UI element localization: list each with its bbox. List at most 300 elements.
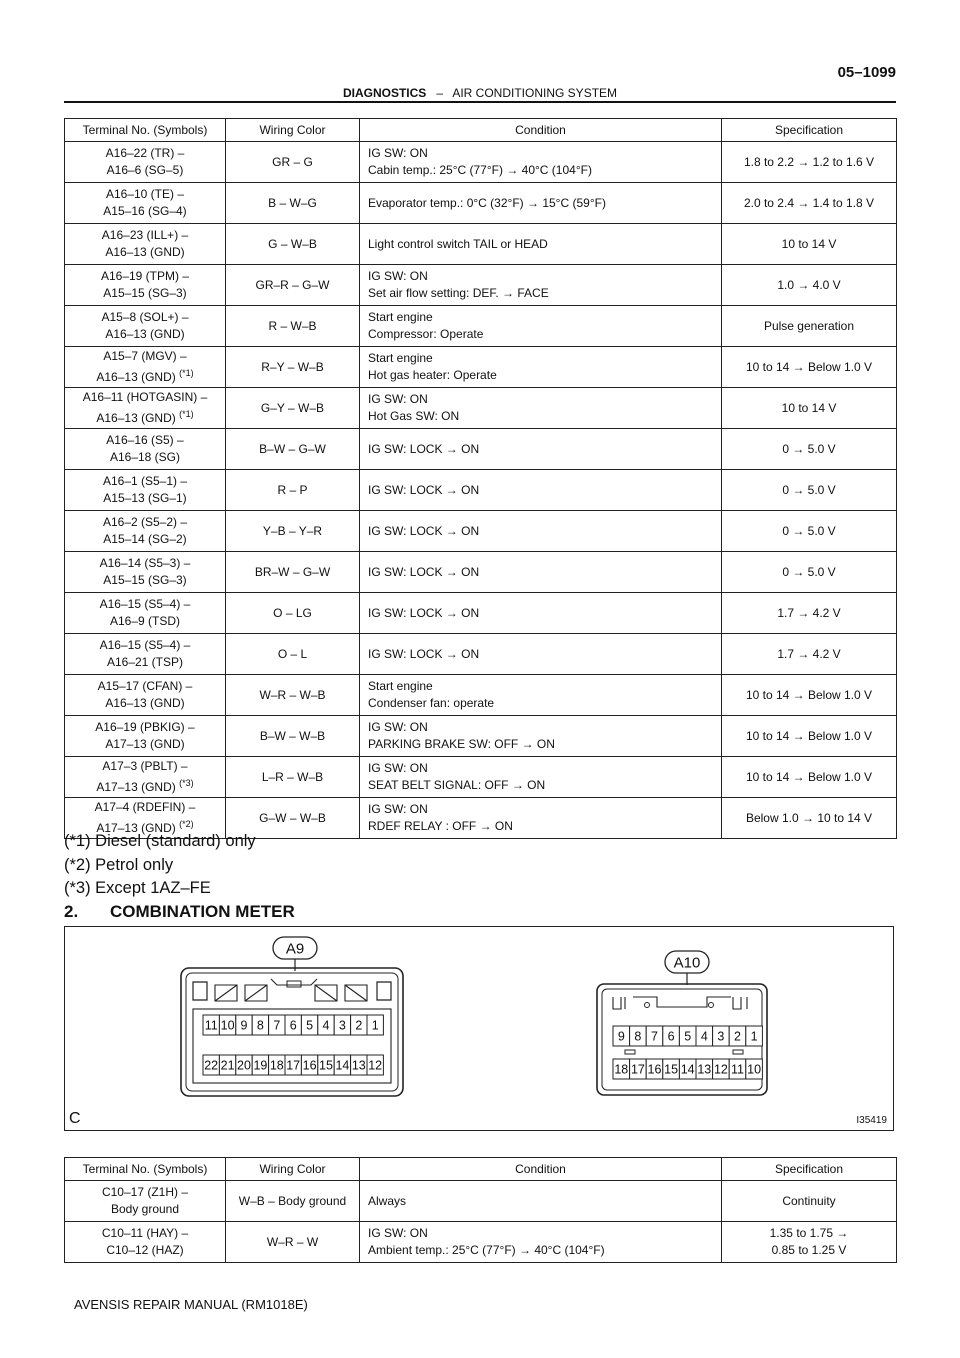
pin-number: 4 xyxy=(322,1018,330,1033)
condition-cell xyxy=(360,306,722,347)
connector-pin xyxy=(613,1026,630,1046)
specification-cell: 1.7 → 4.2 V xyxy=(722,634,897,675)
pin-number: 13 xyxy=(697,1062,712,1077)
terminal-line: C10–11 (HAY) – xyxy=(101,1226,189,1240)
connector-pin xyxy=(334,1015,350,1035)
pin-number: 17 xyxy=(286,1058,301,1073)
pin-number: 9 xyxy=(240,1018,248,1033)
condition-cell xyxy=(360,716,722,757)
terminal-line: A16–22 (TR) – xyxy=(105,146,185,160)
wiring-color-cell: B – W–G xyxy=(226,183,360,224)
condition-cell xyxy=(360,634,722,675)
connector-pin xyxy=(663,1026,680,1046)
condition-line: Start engine xyxy=(368,351,433,365)
terminal-ref: A17–13 (GND) xyxy=(96,780,176,794)
connector-pin xyxy=(367,1015,383,1035)
terminal-ref: A15–13 (SG–1) xyxy=(103,491,187,505)
terminal-ref: A16–6 (SG–5) xyxy=(106,163,184,177)
table-row xyxy=(65,306,897,347)
svg-text:A10: A10 xyxy=(673,954,701,972)
specification-cell: Below 1.0 → 10 to 14 V xyxy=(722,798,897,839)
connector-pin xyxy=(679,1026,696,1046)
specification-cell: 1.7 → 4.2 V xyxy=(722,593,897,634)
footnote: (*1) Diesel (standard) only xyxy=(64,832,256,850)
table-row xyxy=(65,675,897,716)
connector-pin xyxy=(236,1015,252,1035)
condition-line: IG SW: ON xyxy=(368,720,428,734)
table-row xyxy=(65,224,897,265)
pin-number: 3 xyxy=(717,1029,725,1044)
terminal-line xyxy=(69,203,221,220)
table-row xyxy=(65,511,897,552)
pin-number: 4 xyxy=(700,1029,708,1044)
specification-cell: 10 to 14 → Below 1.0 V xyxy=(722,757,897,798)
condition-cell xyxy=(360,757,722,798)
condition-line: SEAT BELT SIGNAL: OFF → ON xyxy=(368,778,546,792)
footnote-ref: (*1) xyxy=(179,409,194,419)
a9-top-pin-row xyxy=(203,1015,383,1035)
condition-line: IG SW: LOCK → ON xyxy=(368,441,480,456)
terminal-cell xyxy=(65,265,226,306)
connector-pin xyxy=(746,1059,763,1079)
connector-pin xyxy=(729,1059,746,1079)
wiring-color-cell: R – W–B xyxy=(226,306,360,347)
pin-number: 6 xyxy=(289,1018,297,1033)
specification-cell: 2.0 to 2.4 → 1.4 to 1.8 V xyxy=(722,183,897,224)
table-row xyxy=(65,757,897,798)
column-header: Condition xyxy=(360,1158,722,1181)
terminal-cell xyxy=(65,1181,226,1222)
terminal-cell xyxy=(65,388,226,429)
terminal-cell xyxy=(65,183,226,224)
condition-line: PARKING BRAKE SW: OFF → ON xyxy=(368,737,555,751)
pin-number: 2 xyxy=(355,1018,363,1033)
condition-cell xyxy=(360,224,722,265)
table-row xyxy=(65,593,897,634)
terminal-line xyxy=(69,326,221,343)
condition-line: IG SW: ON xyxy=(368,802,428,816)
specification-cell: 1.0 → 4.0 V xyxy=(722,265,897,306)
connector-pin xyxy=(269,1055,285,1075)
pin-number: 5 xyxy=(306,1018,314,1033)
connector-pin xyxy=(252,1055,268,1075)
table-row xyxy=(65,388,897,429)
terminal-line: A17–4 (RDEFIN) – xyxy=(94,800,196,814)
connector-pin xyxy=(301,1015,317,1035)
pin-number: 14 xyxy=(335,1058,350,1073)
terminal-line: Body ground xyxy=(110,1202,180,1216)
specification-cell: 10 to 14 → Below 1.0 V xyxy=(722,675,897,716)
terminal-line: A16–2 (S5–2) – xyxy=(102,515,188,529)
a10-label xyxy=(665,951,709,985)
pin-number: 11 xyxy=(731,1062,744,1077)
condition-cell xyxy=(360,1181,722,1222)
condition-line: Compressor: Operate xyxy=(368,327,484,341)
terminal-line: A16–15 (S5–4) – xyxy=(99,638,191,652)
terminal-line: A16–1 (S5–1) – xyxy=(102,474,188,488)
condition-line: Light control switch TAIL or HEAD xyxy=(368,236,548,251)
condition-line: IG SW: LOCK → ON xyxy=(368,564,480,579)
terminal-line xyxy=(69,531,221,548)
pin-number: 19 xyxy=(253,1058,268,1073)
a9-bottom-pin-row xyxy=(203,1055,383,1075)
terminal-line: C10–12 (HAZ) xyxy=(106,1243,184,1257)
terminal-line: A17–3 (PBLT) – xyxy=(102,759,188,773)
wiring-color-cell: G–W – W–B xyxy=(226,798,360,839)
wiring-color-cell: BR–W – G–W xyxy=(226,552,360,593)
terminal-line xyxy=(69,736,221,753)
terminal-ref: A16–21 (TSP) xyxy=(106,655,184,669)
connector-pin xyxy=(713,1026,730,1046)
specification-cell: 10 to 14 → Below 1.0 V xyxy=(722,716,897,757)
terminal-line xyxy=(69,449,221,466)
condition-cell xyxy=(360,142,722,183)
condition-cell xyxy=(360,183,722,224)
table-row xyxy=(65,429,897,470)
wiring-color-cell: GR–R – G–W xyxy=(226,265,360,306)
connector-pin xyxy=(219,1055,235,1075)
terminal-cell xyxy=(65,552,226,593)
condition-cell xyxy=(360,675,722,716)
terminal-line xyxy=(69,613,221,630)
a10-top-pin-row xyxy=(613,1026,762,1046)
terminal-cell xyxy=(65,716,226,757)
terminal-cell xyxy=(65,757,226,798)
terminal-ref: A16–9 (TSD) xyxy=(109,614,181,628)
wiring-color-cell: B–W – G–W xyxy=(226,429,360,470)
table-row xyxy=(65,634,897,675)
terminal-line xyxy=(69,695,221,712)
condition-line: IG SW: LOCK → ON xyxy=(368,646,480,661)
specification-cell: 0 → 5.0 V xyxy=(722,429,897,470)
section-number: 2. xyxy=(64,902,79,921)
terminal-ref: A16–13 (GND) xyxy=(96,411,176,425)
terminal-cell xyxy=(65,1222,226,1263)
condition-cell xyxy=(360,511,722,552)
terminal-line xyxy=(69,775,221,796)
pin-number: 6 xyxy=(667,1029,675,1044)
pin-number: 17 xyxy=(630,1062,645,1077)
terminal-line: A16–10 (TE) – xyxy=(105,187,185,201)
svg-text:A9: A9 xyxy=(285,940,305,958)
specification-cell: 0 → 5.0 V xyxy=(722,552,897,593)
connector-pin xyxy=(318,1015,334,1035)
wiring-color-cell: R–Y – W–B xyxy=(226,347,360,388)
pin-number: 2 xyxy=(734,1029,741,1044)
terminal-line xyxy=(69,654,221,671)
wiring-color-cell: G – W–B xyxy=(226,224,360,265)
condition-cell xyxy=(360,265,722,306)
specification-line: 0.85 to 1.25 V xyxy=(771,1243,847,1257)
a9-label xyxy=(273,937,317,971)
condition-line: IG SW: LOCK → ON xyxy=(368,523,480,538)
specification-cell: 10 to 14 V xyxy=(722,224,897,265)
terminal-ref: A17–13 (GND) xyxy=(105,737,185,751)
a10-bottom-pin-row xyxy=(613,1059,762,1079)
pin-number: 1 xyxy=(750,1029,758,1044)
condition-line: IG SW: ON xyxy=(368,146,428,160)
terminal-ref: A16–13 (GND) xyxy=(105,245,185,259)
terminal-ref: A15–16 (SG–4) xyxy=(103,204,187,218)
connector-pin xyxy=(269,1015,285,1035)
condition-line: Hot Gas SW: ON xyxy=(368,409,460,423)
column-header: Specification xyxy=(722,119,897,142)
connector-pin xyxy=(630,1026,647,1046)
pin-number: 20 xyxy=(237,1058,251,1073)
terminal-line: A16–19 (TPM) – xyxy=(100,269,190,283)
condition-line: Cabin temp.: 25°C (77°F) → 40°C (104°F) xyxy=(368,163,592,177)
pin-number: 11 xyxy=(204,1018,218,1033)
condition-cell xyxy=(360,388,722,429)
column-header: Specification xyxy=(722,1158,897,1181)
section-heading xyxy=(64,902,295,922)
pin-number: 5 xyxy=(684,1029,692,1044)
terminal-ref: A16–13 (GND) xyxy=(96,370,176,384)
terminal-line xyxy=(69,572,221,589)
connector-pin xyxy=(729,1026,746,1046)
pin-number: 14 xyxy=(680,1062,695,1077)
specification-cell xyxy=(722,1181,897,1222)
pin-number: 15 xyxy=(319,1058,333,1073)
wiring-color-cell: W–R – W–B xyxy=(226,675,360,716)
footnote-ref: (*1) xyxy=(179,368,194,378)
connector-pin xyxy=(696,1026,713,1046)
terminal-cell xyxy=(65,142,226,183)
terminal-line: A15–8 (SOL+) – xyxy=(101,310,189,324)
terminal-line xyxy=(69,406,221,427)
terminal-line xyxy=(69,365,221,386)
running-title xyxy=(64,86,896,100)
condition-line: Always xyxy=(368,1193,407,1208)
pin-number: 10 xyxy=(747,1062,762,1077)
terminal-line: A16–23 (ILL+) – xyxy=(101,228,189,242)
pin-number: 13 xyxy=(351,1058,366,1073)
pin-number: 22 xyxy=(204,1058,219,1073)
pin-number: 16 xyxy=(647,1062,662,1077)
footnote: (*2) Petrol only xyxy=(64,855,174,874)
terminal-line: A16–14 (S5–3) – xyxy=(99,556,191,570)
condition-cell xyxy=(360,593,722,634)
pin-number: 8 xyxy=(256,1018,264,1033)
table-row xyxy=(65,716,897,757)
condition-cell xyxy=(360,347,722,388)
subsection-name: AIR CONDITIONING SYSTEM xyxy=(452,86,618,100)
condition-line: IG SW: ON xyxy=(368,392,428,406)
wiring-color-cell: O – L xyxy=(226,634,360,675)
terminal-cell xyxy=(65,429,226,470)
pin-number: 9 xyxy=(617,1029,625,1044)
pin-number: 12 xyxy=(368,1058,383,1073)
condition-line: IG SW: ON xyxy=(368,761,428,775)
connector-pin xyxy=(203,1015,219,1035)
specification-cell: 0 → 5.0 V xyxy=(722,511,897,552)
table-header-row xyxy=(65,1158,897,1181)
condition-line: Hot gas heater: Operate xyxy=(368,368,497,382)
terminal-ref: A16–13 (GND) xyxy=(105,327,185,341)
table-row xyxy=(65,347,897,388)
page-footer: AVENSIS REPAIR MANUAL (RM1018E) xyxy=(74,1297,308,1312)
terminal-ref: A15–15 (SG–3) xyxy=(103,286,187,300)
ac-terminal-table xyxy=(64,118,897,839)
terminal-cell xyxy=(65,675,226,716)
condition-line: IG SW: LOCK → ON xyxy=(368,605,480,620)
condition-line: IG SW: ON xyxy=(368,1226,428,1240)
condition-line: IG SW: LOCK → ON xyxy=(368,482,480,497)
terminal-ref: A16–13 (GND) xyxy=(105,696,185,710)
connector-pin xyxy=(236,1055,252,1075)
figure-corner-label: C xyxy=(69,1110,81,1127)
combination-meter-table xyxy=(64,1157,897,1263)
terminal-cell xyxy=(65,634,226,675)
table-row xyxy=(65,183,897,224)
terminal-line xyxy=(69,244,221,261)
connector-pin xyxy=(219,1015,235,1035)
connector-pin xyxy=(646,1059,663,1079)
connector-pin xyxy=(367,1055,383,1075)
terminal-cell xyxy=(65,470,226,511)
terminal-line: A15–7 (MGV) – xyxy=(103,349,187,363)
condition-cell xyxy=(360,552,722,593)
condition-line: Start engine xyxy=(368,679,433,693)
title-dash: – xyxy=(436,86,443,100)
wiring-color-cell: GR – G xyxy=(226,142,360,183)
wiring-color-cell: Y–B – Y–R xyxy=(226,511,360,552)
connector-pin xyxy=(285,1015,301,1035)
pin-number: 18 xyxy=(614,1062,629,1077)
specification-cell: 10 to 14 → Below 1.0 V xyxy=(722,347,897,388)
header-rule xyxy=(64,101,896,103)
condition-cell xyxy=(360,1222,722,1263)
pin-number: 10 xyxy=(220,1018,235,1033)
terminal-cell xyxy=(65,224,226,265)
terminal-line: A15–17 (CFAN) – xyxy=(97,679,193,693)
wiring-color-cell: B–W – W–B xyxy=(226,716,360,757)
connector-pin xyxy=(334,1055,350,1075)
column-header: Wiring Color xyxy=(226,1158,360,1181)
condition-line: Ambient temp.: 25°C (77°F) → 40°C (104°F) xyxy=(368,1243,605,1257)
footnotes xyxy=(64,830,256,901)
table-row xyxy=(65,552,897,593)
connector-pin xyxy=(351,1015,367,1035)
wiring-color-cell: R – P xyxy=(226,470,360,511)
terminal-line: A16–19 (PBKIG) – xyxy=(95,720,195,734)
condition-cell xyxy=(360,798,722,839)
pin-number: 8 xyxy=(634,1029,642,1044)
terminal-cell xyxy=(65,511,226,552)
condition-line: Start engine xyxy=(368,310,433,324)
specification-cell: 1.8 to 2.2 → 1.2 to 1.6 V xyxy=(722,142,897,183)
terminal-line: A16–15 (S5–4) – xyxy=(99,597,191,611)
connector-pin xyxy=(318,1055,334,1075)
specification-cell: 10 to 14 V xyxy=(722,388,897,429)
connector-figure xyxy=(64,926,894,1131)
wiring-color-cell: W–R – W xyxy=(226,1222,360,1263)
footnote-ref: (*2) xyxy=(179,819,194,829)
pin-number: 7 xyxy=(273,1018,281,1033)
connector-pin xyxy=(679,1059,696,1079)
terminal-cell xyxy=(65,593,226,634)
table-row xyxy=(65,1181,897,1222)
terminal-ref: A15–14 (SG–2) xyxy=(103,532,187,546)
table-header-row xyxy=(65,119,897,142)
condition-cell xyxy=(360,429,722,470)
specification-cell xyxy=(722,1222,897,1263)
terminal-line: C10–17 (Z1H) – xyxy=(101,1185,189,1199)
condition-line: RDEF RELAY : OFF → ON xyxy=(368,819,513,833)
condition-line: Condenser fan: operate xyxy=(368,696,495,710)
specification-cell: Pulse generation xyxy=(722,306,897,347)
pin-number: 7 xyxy=(651,1029,658,1044)
footnote: (*3) Except 1AZ–FE xyxy=(64,879,211,897)
terminal-ref: A16–18 (SG) xyxy=(109,450,181,464)
terminal-ref: A17–13 (GND) xyxy=(96,821,176,835)
connector-pin xyxy=(746,1026,763,1046)
column-header: Condition xyxy=(360,119,722,142)
terminal-line: A16–11 (HOTGASIN) – xyxy=(82,390,208,404)
pin-number: 3 xyxy=(338,1018,346,1033)
connector-pin xyxy=(630,1059,647,1079)
connector-pin xyxy=(696,1059,713,1079)
specification-line: 1.35 to 1.75 → xyxy=(769,1226,849,1240)
wiring-color-cell: L–R – W–B xyxy=(226,757,360,798)
terminal-line: A16–16 (S5) – xyxy=(106,433,184,447)
table-row xyxy=(65,142,897,183)
column-header: Terminal No. (Symbols) xyxy=(65,1158,226,1181)
section-title: COMBINATION METER xyxy=(110,902,295,921)
pin-number: 21 xyxy=(220,1058,235,1073)
connector-pin xyxy=(285,1055,301,1075)
pin-number: 1 xyxy=(371,1018,379,1033)
connector-pin xyxy=(646,1026,663,1046)
terminal-cell xyxy=(65,306,226,347)
connector-pin xyxy=(252,1015,268,1035)
terminal-ref: A15–15 (SG–3) xyxy=(103,573,187,587)
table-row xyxy=(65,1222,897,1263)
condition-cell xyxy=(360,470,722,511)
connector-pin xyxy=(663,1059,680,1079)
column-header: Wiring Color xyxy=(226,119,360,142)
wiring-color-cell: W–B – Body ground xyxy=(226,1181,360,1222)
terminal-cell xyxy=(65,347,226,388)
pin-number: 15 xyxy=(664,1062,679,1077)
terminal-line xyxy=(69,490,221,507)
pin-number: 18 xyxy=(269,1058,284,1073)
connector-pin xyxy=(351,1055,367,1075)
table-row xyxy=(65,470,897,511)
condition-line: Set air flow setting: DEF. → FACE xyxy=(368,286,549,300)
terminal-line xyxy=(69,162,221,179)
section-name: DIAGNOSTICS xyxy=(342,86,427,100)
page-number: 05–1099 xyxy=(837,64,896,81)
connector-diagram xyxy=(65,927,892,1129)
terminal-line xyxy=(69,285,221,302)
pin-number: 16 xyxy=(302,1058,317,1073)
condition-line: Evaporator temp.: 0°C (32°F) → 15°C (59°F) xyxy=(368,195,606,210)
figure-id: I35419 xyxy=(856,1115,887,1126)
condition-line: IG SW: ON xyxy=(368,269,428,283)
specification-line: Continuity xyxy=(782,1193,836,1208)
wiring-color-cell: O – LG xyxy=(226,593,360,634)
connector-pin xyxy=(301,1055,317,1075)
table-row xyxy=(65,265,897,306)
specification-cell: 0 → 5.0 V xyxy=(722,470,897,511)
wiring-color-cell: G–Y – W–B xyxy=(226,388,360,429)
connector-pin xyxy=(203,1055,219,1075)
pin-number: 12 xyxy=(713,1062,728,1077)
connector-pin xyxy=(713,1059,730,1079)
column-header: Terminal No. (Symbols) xyxy=(65,119,226,142)
footnote-ref: (*3) xyxy=(179,778,194,788)
